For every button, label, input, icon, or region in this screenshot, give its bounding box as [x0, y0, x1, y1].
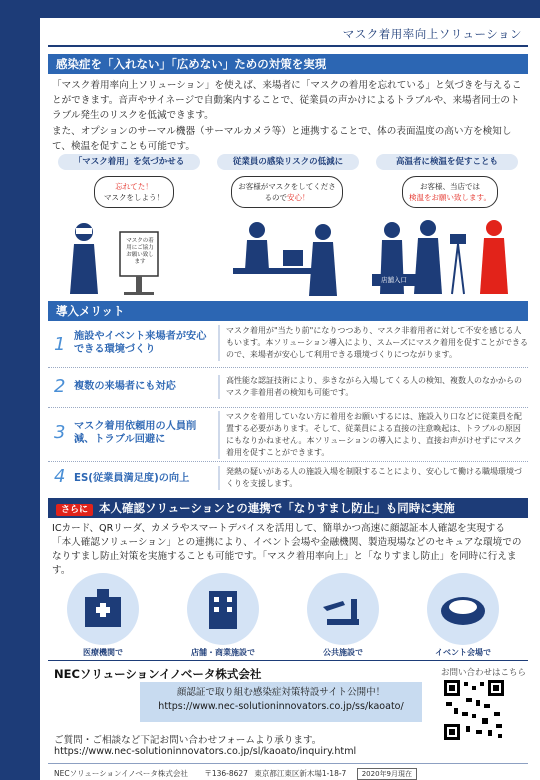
- hospital-icon: [67, 573, 139, 645]
- merit-label: ES(従業員満足度)の向上: [74, 473, 190, 484]
- scene-caption: 従業員の感染リスクの低減に: [217, 154, 359, 170]
- stadium-icon: [427, 573, 499, 645]
- thermal-paragraph: また、オプションのサーマル機器（サーマルカメラ等）と連携することで、体の表面温度の高い方を検知して、検温を促すことも可能です。: [52, 126, 512, 152]
- merit-item: [48, 370, 528, 408]
- merit-description: マスク着用が"当たり前"になりつつあり、マスク非着用者に対して不安を感じる人もいます。本ソリューション導入により、スムーズにマスク着用を促すことができるので、来場者が安心して利用できる環境づくりにつながります。: [218, 325, 528, 361]
- merit-label: 複数の来場者にも対応: [74, 381, 176, 392]
- speech-bubble: [402, 176, 498, 208]
- bubble-text: お客様、当店では: [420, 182, 480, 191]
- merit-description: 高性能な認証技術により、歩きながら入場してくる人の検知、複数人のなかからのマスク非着用者の検知も可能です。: [218, 375, 528, 399]
- merit-item: [48, 324, 528, 368]
- inquiry-text: ご質問・ご相談など下記お問い合わせフォームより承ります。: [54, 735, 322, 746]
- facility-label: イベント会場で: [435, 648, 491, 657]
- title-rule: [48, 45, 528, 47]
- bubble-highlight: 検温をお願い致します。: [409, 193, 491, 202]
- merit-description: マスクを着用していない方に着用をお願いするには、施設入り口などに従業員を配置する必要があります。そして、従業員による直接の注意喚起は、トラブルの原因にもなりかねません。本ソリューションの導入により、直接お声がけせずにマスク着用を促すことができます。: [218, 411, 528, 459]
- bottom-rule: [48, 763, 528, 764]
- facility-label: 医療機関で: [83, 648, 123, 657]
- contact-label: お問い合わせはこちら: [440, 668, 526, 678]
- bubble-highlight: 安心！: [287, 193, 310, 202]
- airport-icon: [307, 573, 379, 645]
- thermal-camera-illustration: [372, 210, 522, 298]
- address-text: 東京都江東区新木場1-18-7: [254, 769, 347, 778]
- furthermore-tag: さらに: [56, 504, 93, 516]
- identity-paragraph: ICカード、QRリーダ、カメラやスマートデバイスを活用して、簡単かつ高速に顔認証本人確認を実現する「本人確認ソリューション」との連携により、イベント会場や金融機関、製造現場などのセキュアな環境でのなりすまし防止対策を実施することも可能です。「マスク着用率向上」と「なりすまし防止」を同時に行えます。: [52, 523, 522, 576]
- entrance-sign: 店舗入口: [381, 276, 407, 284]
- section-heading-text: 本人確認ソリューションとの連携で「なりすまし防止」も同時に実施: [99, 501, 455, 515]
- facility-public: [298, 573, 388, 658]
- bubble-text: お客様がマスクをしてくださるので: [238, 182, 336, 202]
- merit-item: [48, 464, 528, 494]
- address-company: NECソリューションイノベータ株式会社: [54, 769, 188, 778]
- bubble-text: マスクをしよう！: [104, 193, 164, 202]
- bubble-highlight: 忘れてた！: [115, 182, 153, 191]
- section-heading-impersonation: [48, 498, 528, 518]
- merit-label: マスク着用依頼用の人員削減、トラブル回避に: [74, 421, 197, 445]
- document-page: [48, 18, 528, 780]
- scene-mask-reminder: [54, 154, 204, 298]
- merit-item: [48, 410, 528, 462]
- merit-number: 2: [54, 376, 66, 397]
- qr-code[interactable]: [442, 678, 506, 742]
- footer-address: [54, 768, 417, 780]
- company-name: NECソリューションイノベータ株式会社: [54, 667, 262, 681]
- left-accent-bar: [0, 0, 40, 780]
- scene-caption: 「マスク着用」を気づかせる: [58, 154, 200, 170]
- facility-label: 店舗・商業施設で: [191, 648, 255, 657]
- date-badge: 2020年9月現在: [357, 768, 417, 780]
- top-accent-bar: [40, 0, 540, 18]
- section-heading-measures: 感染症を「入れない」「広めない」ための対策を実現: [48, 54, 528, 74]
- scene-caption: 高温者に検温を促すことも: [376, 154, 518, 170]
- building-icon: [187, 573, 259, 645]
- facility-event: [418, 573, 508, 658]
- merit-number: 1: [54, 334, 66, 355]
- footer-rule: [48, 660, 528, 661]
- intro-paragraph: 「マスク着用率向上ソリューション」を使えば、来場者に「マスクの着用を忘れている」と気づきを与えることができます。音声やサイネージで自動案内することで、従業員の声かけによるトラブルや、来場者同士のトラブル発生のリスクを低減できます。: [52, 80, 522, 121]
- facility-commercial: [178, 573, 268, 658]
- banner-url[interactable]: https://www.nec-solutioninnovators.co.jp/ss/kaoato/: [158, 701, 404, 712]
- merit-label: 施設やイベント来場者が安心できる環境づくり: [74, 331, 207, 355]
- merit-number: 3: [54, 422, 66, 443]
- banner-text: 顔認証で取り組む感染症対策特設サイト公開中！: [176, 687, 386, 698]
- section-heading-merits: 導入メリット: [48, 301, 528, 321]
- cashier-illustration: [213, 210, 363, 298]
- document-title: マスク着用率向上ソリューション: [342, 27, 522, 41]
- postal-code: 〒136-8627: [204, 769, 248, 778]
- signage-text: マスクの着用にご協力お願い致します: [126, 238, 154, 265]
- special-site-banner[interactable]: [140, 682, 422, 722]
- scene-employee-risk: [213, 154, 363, 298]
- facility-label: 公共施設で: [323, 648, 363, 657]
- speech-bubble: [231, 176, 343, 208]
- merit-description: 発熱の疑いがある人の施設入場を制限することにより、安心して働ける職場環境づくりを支援します。: [218, 466, 528, 490]
- merit-number: 4: [54, 466, 66, 487]
- inquiry-url[interactable]: https://www.nec-solutioninnovators.co.jp/sl/kaoato/inquiry.html: [54, 746, 357, 757]
- facility-medical: [58, 573, 148, 658]
- scene-temperature-check: [372, 154, 522, 298]
